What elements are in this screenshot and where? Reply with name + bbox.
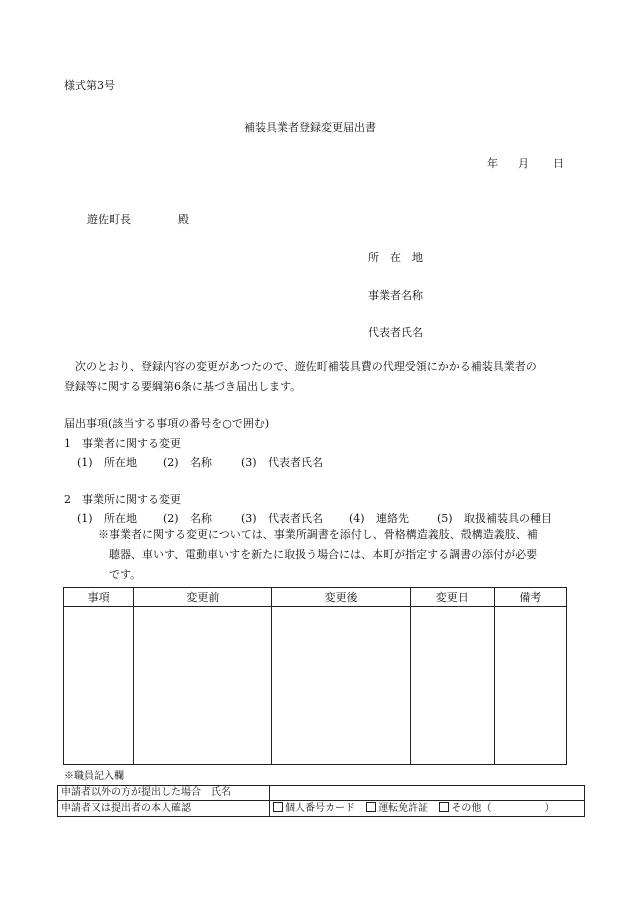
- staff-row-identity: [58, 801, 585, 817]
- option-mynumber-label: 個人番号カード: [285, 803, 355, 814]
- section1-item-2-label: 名称: [190, 456, 212, 469]
- change-table: [63, 587, 567, 765]
- section-heading: 届出事項(該当する事項の番号を○で囲む): [64, 417, 270, 430]
- checkbox-icon[interactable]: [366, 802, 376, 812]
- date-year: 年: [487, 157, 498, 170]
- section2-note-line-2: 聴器、車いす、電動車いすを新たに取扱う場合には、本町が指定する調書の添付が必要: [109, 548, 538, 561]
- applicant-representative-label: 代表者氏名: [368, 326, 423, 339]
- option-mynumber-card[interactable]: [273, 803, 355, 814]
- section2-title: 2 事業所に関する変更: [64, 493, 181, 506]
- section2-note-line-3: です。: [109, 568, 142, 581]
- cell-remarks[interactable]: [494, 607, 566, 765]
- form-number: 様式第3号: [64, 79, 115, 92]
- intro-line-2: 登録等に関する要綱第6条に基づき届出します。: [64, 380, 302, 393]
- section1-item-3-num: (3): [241, 456, 257, 469]
- staff-section-label: ※職員記入欄: [64, 771, 124, 782]
- change-table-row: [64, 607, 567, 765]
- section2-item-5-num: (5): [437, 512, 453, 525]
- option-other-label: その他（: [451, 803, 492, 814]
- section1-item-1-label: 所在地: [104, 456, 137, 469]
- section1-item-2-num: (2): [163, 456, 179, 469]
- option-drivers-license[interactable]: [366, 803, 428, 814]
- option-other-close: ）: [544, 803, 555, 814]
- section1-title: 1 事業者に関する変更: [64, 437, 181, 450]
- header-before: 変更前: [134, 588, 272, 607]
- date-day: 日: [553, 157, 564, 170]
- applicant-address-label: 所 在 地: [368, 251, 423, 264]
- section2-item-5-label: 取扱補装具の種目: [464, 512, 552, 525]
- section2-item-3-num: (3): [241, 512, 257, 525]
- section2-item-4-num: (4): [349, 512, 365, 525]
- date-month: 月: [518, 157, 529, 170]
- option-other[interactable]: [439, 803, 491, 814]
- section1-item-3-label: 代表者氏名: [268, 456, 323, 469]
- applicant-business-name-label: 事業者名称: [368, 289, 423, 302]
- section1-item-1-num: (1): [77, 456, 93, 469]
- section2-item-1-label: 所在地: [104, 512, 137, 525]
- header-after: 変更後: [272, 588, 410, 607]
- cell-after[interactable]: [272, 607, 410, 765]
- header-item: 事項: [64, 588, 134, 607]
- header-remarks: 備考: [494, 588, 566, 607]
- submitter-name-value[interactable]: [270, 786, 585, 801]
- staff-table: [57, 785, 585, 817]
- cell-item[interactable]: [64, 607, 134, 765]
- staff-row-submitter: [58, 786, 585, 801]
- section2-item-1-num: (1): [77, 512, 93, 525]
- header-date: 変更日: [410, 588, 494, 607]
- checkbox-icon[interactable]: [439, 802, 449, 812]
- page-title: 補装具業者登録変更届出書: [244, 121, 376, 134]
- section2-note-line-1: ※事業者に関する変更については、事業所調書を添付し、骨格構造義肢、殻構造義肢、補: [98, 528, 538, 541]
- cell-before[interactable]: [134, 607, 272, 765]
- cell-date[interactable]: [410, 607, 494, 765]
- checkbox-icon[interactable]: [273, 802, 283, 812]
- section2-item-2-label: 名称: [190, 512, 212, 525]
- identity-check-options: [270, 801, 585, 817]
- section2-item-2-num: (2): [163, 512, 179, 525]
- identity-check-label: 申請者又は提出者の本人確認: [58, 801, 270, 817]
- submitter-name-label: 申請者以外の方が提出した場合 氏名: [58, 786, 270, 801]
- addressee-honorific: 殿: [178, 213, 189, 226]
- addressee-name: 遊佐町長: [87, 213, 131, 226]
- section2-item-4-label: 連絡先: [376, 512, 409, 525]
- change-table-header-row: [64, 588, 567, 607]
- intro-line-1: 次のとおり、登録内容の変更があつたので、遊佐町補装具費の代理受領にかかる補装具業者の: [75, 360, 537, 373]
- section2-item-3-label: 代表者氏名: [268, 512, 323, 525]
- option-license-label: 運転免許証: [378, 803, 429, 814]
